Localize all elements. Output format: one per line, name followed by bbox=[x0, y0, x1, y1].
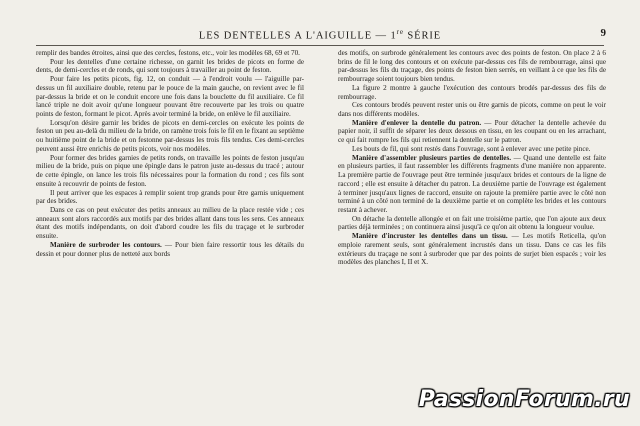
header-rule bbox=[36, 45, 604, 46]
section-heading: Manière d'assembler plusieurs parties de dentelles. bbox=[352, 153, 512, 162]
left-column bbox=[36, 49, 304, 258]
paragraph: Les bouts de fil, qui sont restés dans l'ouvrage, sont à enlever avec une petite pince. bbox=[352, 144, 591, 153]
paragraph: Lorsqu'on désire garnir les brides de picots en demi-cercles on exécute les points de feston un peu au-delà du milieu de la bride, on ramène trois fois le fil en le fixant au septième ou huitième point de la bride et on festonne par-dessus les trois fils tendus. Ces demi-cercles peuvent aussi être enrichis de petits picots, voir nos modèles. bbox=[36, 118, 304, 153]
page-header bbox=[0, 28, 640, 42]
section-text: — Pour détacher la dentelle achevée du papier noir, il suffit de séparer les deux dessous en tissu, en les coupant ou en les arrachant, ce qui fait rompre les fils qui retiennent la dentelle sur le patron. bbox=[338, 118, 606, 145]
section-paragraph bbox=[338, 154, 606, 215]
paragraph: des motifs, on surbrode généralement les contours avec des points de feston. On place 2 à 6 brins de fil le long des contours et on exécute par-dessus ces fils de rembourrage, ainsi que par-dessus les fils du traçage, des points de feston bien serrés, en veillant à ce que les fils de rembourrage soient toujours bien tendus. bbox=[338, 49, 606, 84]
page-number: 9 bbox=[600, 27, 606, 39]
paragraph: Pour faire les petits picots, fig. 12, on conduit — à l'endroit voulu — l'aiguille par-dessus un fil auxiliaire double, retenu par le pouce de la main gauche, on revient avec le fil par-dessus la bride et on le conduit encore une fois dans la bouclette du fil auxiliaire. Ce fil lancé triple ne doit avoir qu'une longueur pouvant être recouverte par les trois ou quatre points de feston, formant le picot. Après avoir terminé la bride, on enlève le fil auxiliaire. bbox=[36, 75, 304, 119]
section-text: — Quand une dentelle est faite en plusieurs parties, il faut rassembler les différents fragments d'une manière non apparente. La première partie de l'ouvrage peut être terminée jusqu'aux brides et contours de la ligne de raccord ; elle est ensuite à détacher du patron. La deuxième partie de l'ouvrage est également à terminer jusqu'aux lignes de raccord, ensuite on rajoute la première partie avec le côté non terminé à un côté non terminé de la deuxième partie et on complète les brides et les contours restant à achever. bbox=[338, 153, 606, 214]
paragraph: remplir des bandes étroites, ainsi que des cercles, festons, etc., voir les modèles 68, 69 et 70. bbox=[36, 49, 300, 57]
watermark: PassionForum.ru bbox=[418, 387, 630, 412]
section-text: — Pour bien faire ressortir tous les détails du dessin et pour donner plus de netteté aux bords bbox=[36, 240, 304, 258]
section-paragraph bbox=[338, 119, 606, 145]
right-column bbox=[338, 49, 606, 267]
paragraph: Pour les dentelles d'une certaine richesse, on garnit les brides de picots en forme de dents, de demi-cercles et de ronds, qui sont toujours à travailler au point de feston. bbox=[36, 57, 304, 75]
paragraph: Pour former des brides garnies de petits ronds, on travaille les points de feston jusqu'au milieu de la bride, puis on pique une épingle dans le patron juste au-dessus du tracé ; autour de cette épingle, on lance les trois fils nécessaires pour la formation du rond ; ces fils sont ensuite à recouvrir de points de feston. bbox=[36, 153, 304, 188]
section-heading: Manière d'enlever la dentelle du patron. bbox=[352, 118, 482, 127]
running-title: LES DENTELLES A L'AIGUILLE — 1re SÉRIE bbox=[198, 28, 442, 42]
section-heading: Manière d'incruster les dentelles dans un tissu. bbox=[352, 232, 508, 241]
paragraph: Dans ce cas on peut exécuter des petits anneaux au milieu de la place restée vide ; ces anneaux sont alors raccordés aux motifs par des brides allant dans tous les sens. Ces anneaux étant des motifs indépendants, on doit d'abord coudre les fils du traçage et le surbroder ensuite. bbox=[36, 205, 304, 241]
paragraph: La figure 2 montre à gauche l'exécution des contours brodés par-dessus des fils de rembourrage. bbox=[338, 83, 606, 101]
paragraph: On détache la dentelle allongée et on fait une troisième partie, que l'on ajoute aux deux parties déjà terminées ; on continuera ainsi jusqu'à ce qu'on ait obtenu la longueur voulue. bbox=[338, 214, 606, 232]
section-paragraph bbox=[36, 241, 304, 258]
paragraph: Ces contours brodés peuvent rester unis ou être garnis de picots, comme on peut le voir dans nos différents modèles. bbox=[338, 101, 606, 119]
section-heading: Manière de surbroder les contours. bbox=[50, 240, 162, 249]
section-paragraph bbox=[338, 232, 606, 267]
section-text: — Les motifs Reticella, qu'on emploie rarement seuls, sont généralement incrustés dans un tissu. Dans ce cas les fils extérieurs du traçage ne sont à surbroder que par des points de surjet bien espacés ; voir les modèles des planches I, II et X. bbox=[338, 232, 607, 267]
paragraph: Il peut arriver que les espaces à remplir soient trop grands pour être garnis uniquement par des brides. bbox=[36, 188, 304, 206]
